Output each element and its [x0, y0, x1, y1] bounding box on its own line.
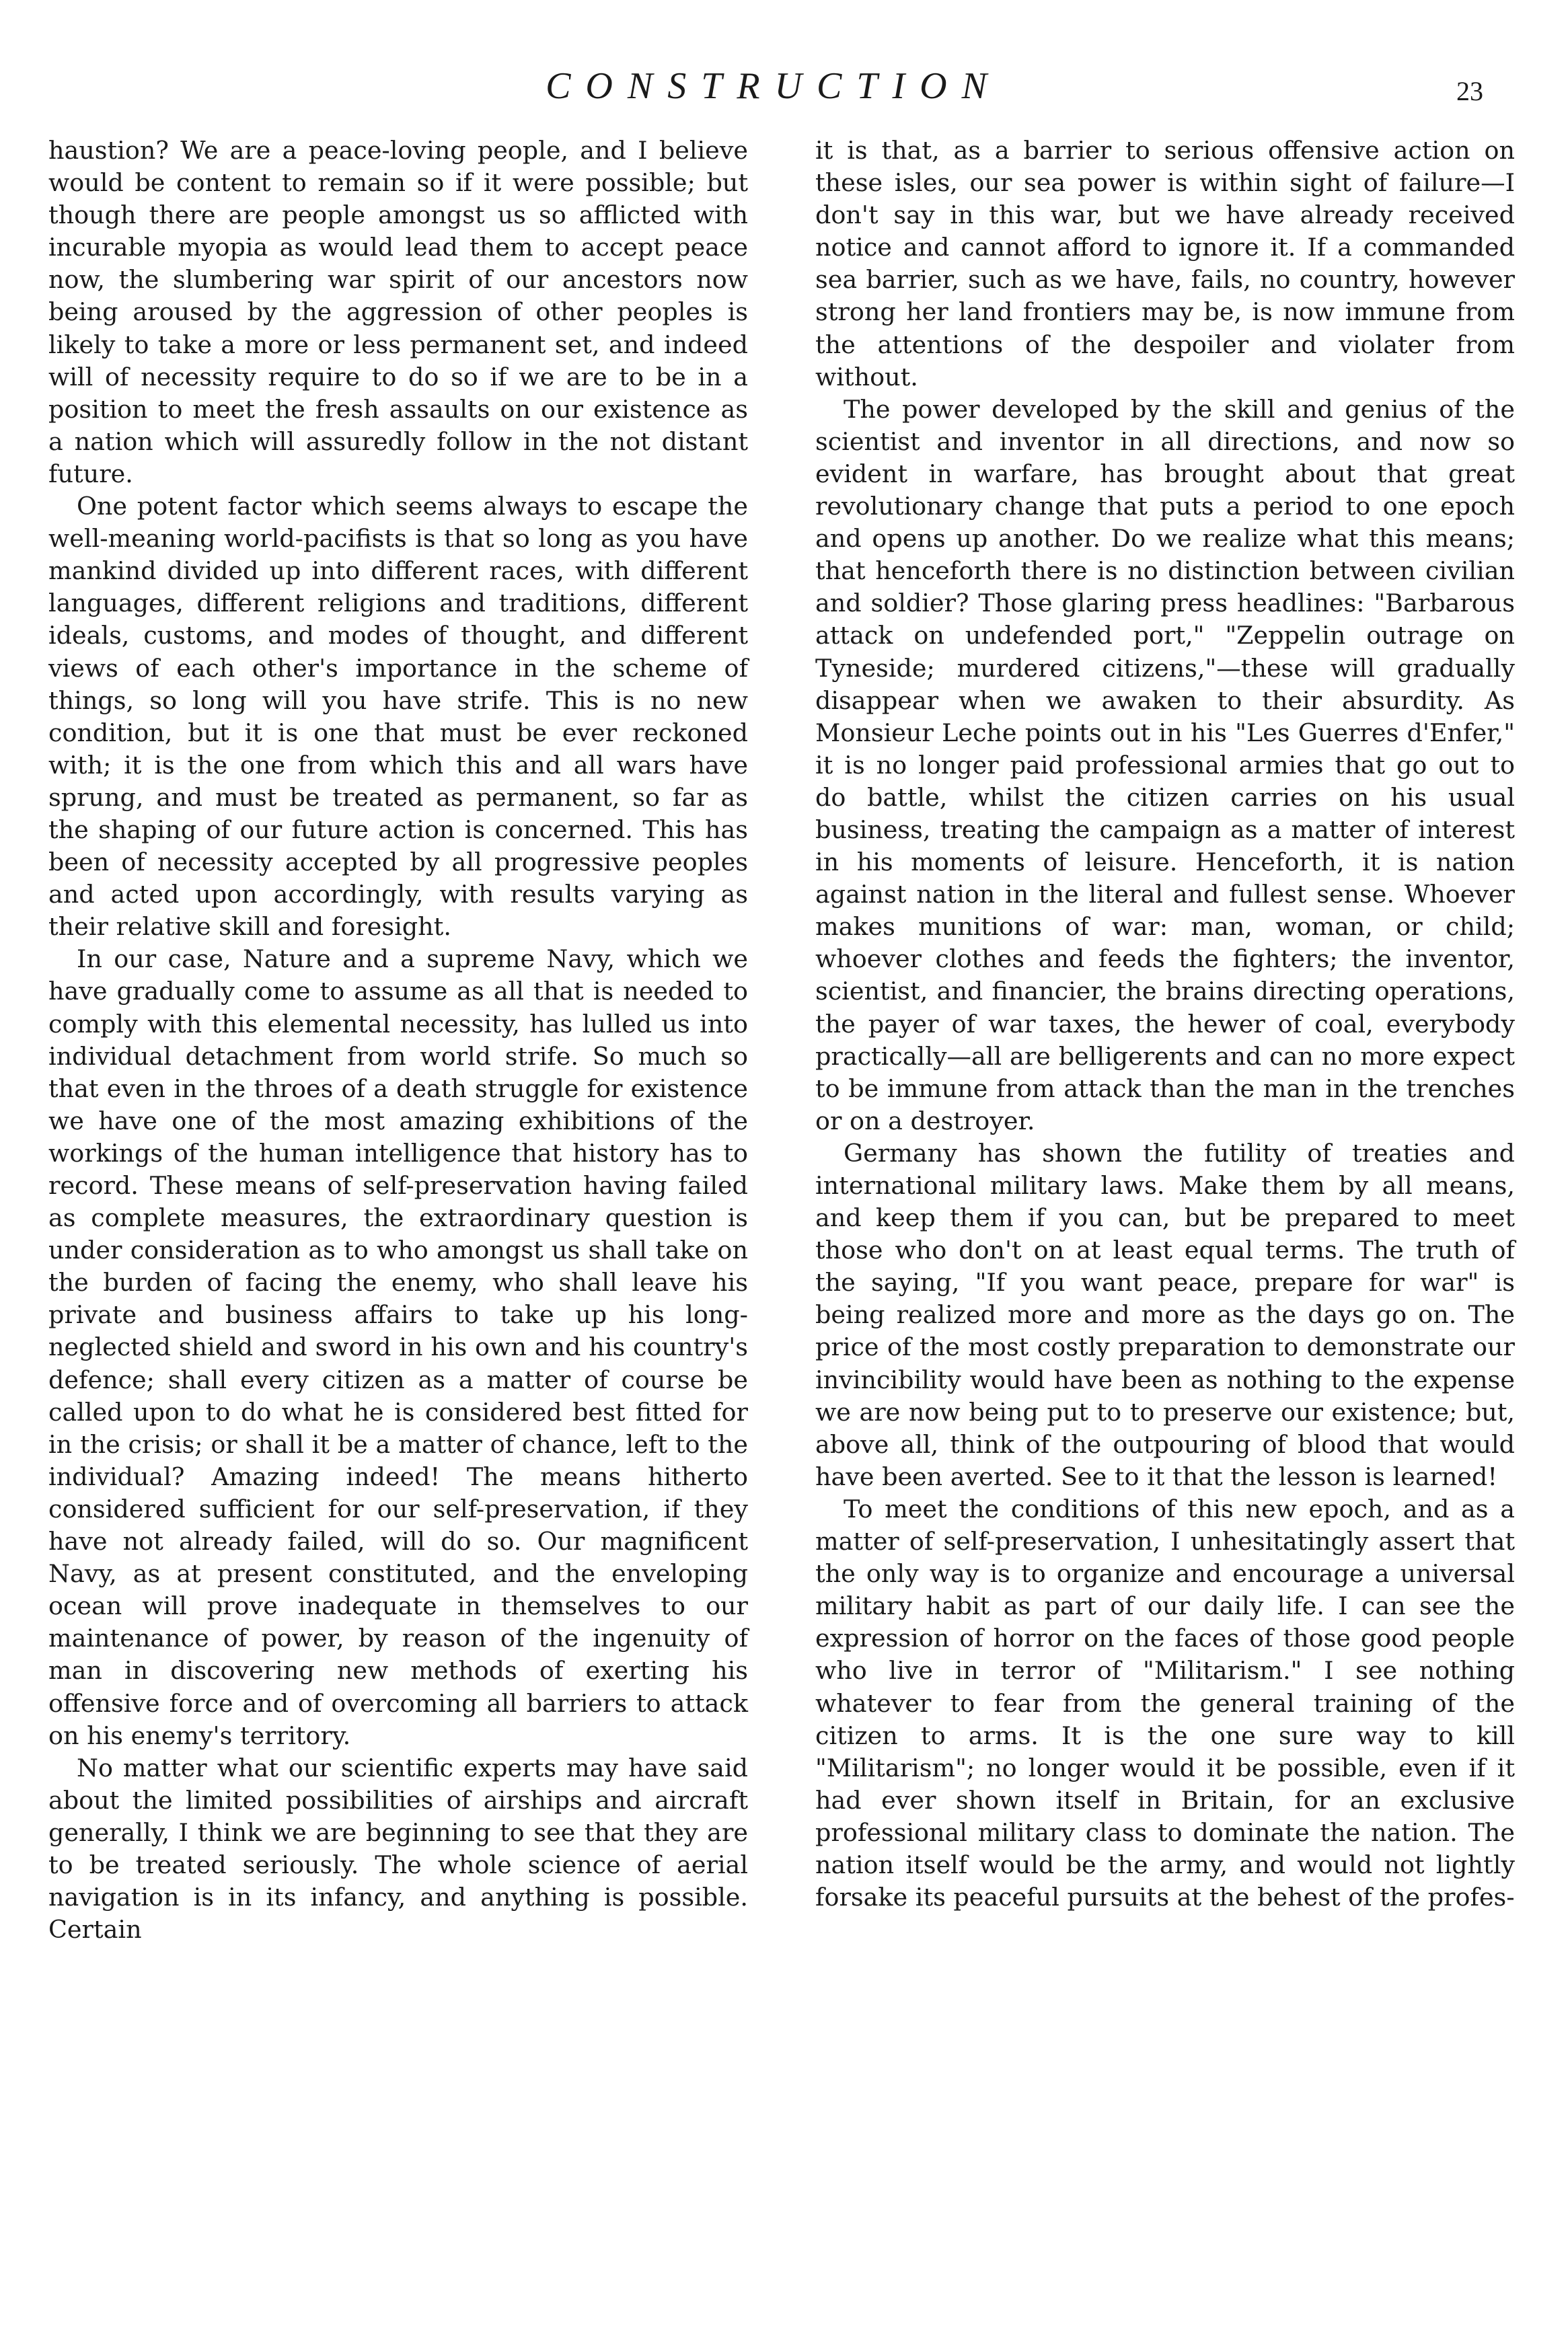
right-column: [815, 135, 1515, 1914]
paragraph: To meet the conditions of this new epoch, and as a matter of self-preservation, I unhesitatingly assert that the only way is to organize and encourage a universal military habit as part of our daily life. I can see the expression of horror on the faces of those good people who live in terror of "Militarism." I see nothing whatever to fear from the general training of the citizen to arms. It is the one sure way to kill "Militarism"; no longer would it be possible, even if it had ever shown itself in Britain, for an exclusive professional military class to dominate the nation. The nation itself would be the army, and would not lightly forsake its peaceful pursuits at the behest of the profes-: [815, 1494, 1515, 1912]
paragraph: Germany has shown the futility of treaties and international military laws. Make them by all means, and keep them if you can, but be prepared to meet those who don't on at least equal terms. The truth of the saying, "If you want peace, prepare for war" is being realized more and more as the days go on. The price of the most costly preparation to demonstrate our invincibility would have been as nothing to the expense we are now being put to to preserve our existence; but, above all, think of the outpouring of blood that would have been averted. See to it that the lesson is learned!: [815, 1138, 1515, 1491]
running-title: CONSTRUCTION: [546, 65, 1002, 107]
page-number: 23: [1456, 76, 1483, 106]
paragraph: No matter what our scientific experts may have said about the limited possibilities of airships and aircraft generally, I think we are beginning to see that they are to be treated seriously. The whole science of aerial navigation is in its infancy, and anything is possible. Certain: [48, 1753, 748, 1945]
paragraph: In our case, Nature and a supreme Navy, which we have gradually come to assume as all that is needed to comply with this elemental necessity, has lulled us into individual detachment from world strife. So much so that even in the throes of a death struggle for existence we have one of the most amazing exhibitions of the workings of the human intelligence that history has to record. These means of self-preservation having failed as complete measures, the extraordinary question is under consideration as to who amongst us shall take on the burden of facing the enemy, who shall leave his private and business affairs to take up his long-neglected shield and sword in his own and his country's defence; shall every citizen as a matter of course be called upon to do what he is considered best fitted for in the crisis; or shall it be a matter of chance, left to the individual? Amazing indeed! The means hitherto considered sufficient for our self-preservation, if they have not already failed, will do so. Our magnificent Navy, as at present constituted, and the enveloping ocean will prove inadequate in themselves to our maintenance of power, by reason of the ingenuity of man in discovering new methods of exerting his offensive force and of overcoming all barriers to attack on his enemy's territory.: [48, 944, 748, 1750]
paragraph: it is that, as a barrier to serious offensive action on these isles, our sea power is within sight of failure—I don't say in this war, but we have already received notice and cannot afford to ignore it. If a commanded sea barrier, such as we have, fails, no country, however strong her land frontiers may be, is now immune from the attentions of the despoiler and violater from without.: [815, 136, 1515, 391]
paragraph: One potent factor which seems always to escape the well-meaning world-pacifists is that so long as you have mankind divided up into different races, with different languages, different religions and traditions, different ideals, customs, and modes of thought, and different views of each other's importance in the scheme of things, so long will you have strife. This is no new condition, but it is one that must be ever reckoned with; it is the one from which this and all wars have sprung, and must be treated as permanent, so far as the shaping of our future action is concerned. This has been of necessity accepted by all progressive peoples and acted upon accordingly, with results varying as their relative skill and foresight.: [48, 492, 748, 942]
paragraph: The power developed by the skill and genius of the scientist and inventor in all directions, and now so evident in warfare, has brought about that great revolutionary change that puts a period to one epoch and opens up another. Do we realize what this means; that henceforth there is no distinction between civilian and soldier? Those glaring press headlines: "Barbarous attack on undefended port," "Zeppelin outrage on Tyneside; murdered citizens,"—these will gradually disappear when we awaken to their absurdity. As Monsieur Leche points out in his "Les Guerres d'Enfer," it is no longer paid professional armies that go out to do battle, whilst the citizen carries on his usual business, treating the campaign as a matter of interest in his moments of leisure. Henceforth, it is nation against nation in the literal and fullest sense. Whoever makes munitions of war: man, woman, or child; whoever clothes and feeds the fighters; the inventor, scientist, and financier, the brains directing operations, the payer of war taxes, the hewer of coal, everybody practically—all are belligerents and can no more expect to be immune from attack than the man in the trenches or on a destroyer.: [815, 394, 1515, 1135]
left-column: [48, 135, 748, 1946]
paragraph: haustion? We are a peace-loving people, and I believe would be content to remain so if it were possible; but though there are people amongst us so afflicted with incurable myopia as would lead them to accept peace now, the slumbering war spirit of our ancestors now being aroused by the aggression of other peoples is likely to take a more or less permanent set, and indeed will of necessity require to do so if we are to be in a position to meet the fresh assaults on our existence as a nation which will assuredly follow in the not distant future.: [48, 136, 748, 488]
